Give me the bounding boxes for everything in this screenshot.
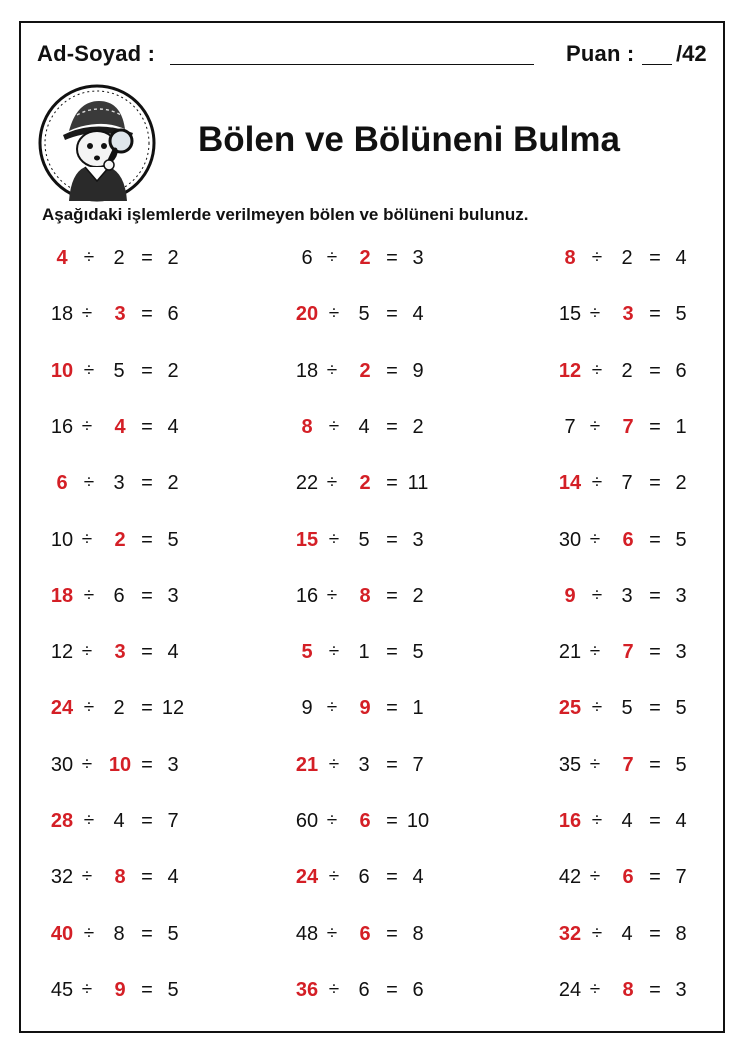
division-problem <box>45 637 225 667</box>
divide-sign: ÷ <box>328 641 340 663</box>
given-number: 21 <box>558 641 582 664</box>
divide-sign: ÷ <box>83 810 95 831</box>
quotient-number: 9 <box>412 359 424 382</box>
instructions: Aşağıdaki işlemlerde verilmeyen bölen ve bölüneni bulunuz. <box>42 205 529 224</box>
quotient-number: 6 <box>675 359 687 382</box>
given-number: 7 <box>564 415 576 438</box>
division-problem <box>45 862 225 892</box>
given-number: 3 <box>358 753 370 776</box>
division-problem <box>553 693 733 723</box>
divide-sign: ÷ <box>591 584 603 606</box>
equals-sign: = <box>141 753 153 776</box>
answer-number: 40 <box>50 922 74 945</box>
divide-sign: ÷ <box>328 528 340 550</box>
given-number: 48 <box>295 922 319 945</box>
equals-sign: = <box>386 810 398 832</box>
divide-sign: ÷ <box>591 697 603 719</box>
equals-sign: = <box>386 359 398 382</box>
answer-number: 9 <box>564 584 576 607</box>
quotient-number: 2 <box>167 247 179 269</box>
given-number: 6 <box>358 866 370 889</box>
quotient-number: 6 <box>412 978 424 1001</box>
divide-sign: ÷ <box>83 359 95 381</box>
problem-row <box>0 299 750 329</box>
given-number: 6 <box>113 584 125 607</box>
equals-sign: = <box>649 303 661 326</box>
divide-sign: ÷ <box>326 922 338 944</box>
division-problem <box>553 750 733 780</box>
divide-sign: ÷ <box>591 359 603 381</box>
divide-sign: ÷ <box>81 641 93 663</box>
divide-sign: ÷ <box>326 472 338 494</box>
answer-number: 6 <box>359 810 371 832</box>
answer-number: 6 <box>622 866 634 889</box>
quotient-number: 8 <box>675 922 687 945</box>
answer-number: 28 <box>50 810 74 832</box>
given-number: 6 <box>301 247 313 269</box>
divide-sign: ÷ <box>326 359 338 381</box>
divide-sign: ÷ <box>83 247 95 268</box>
equals-sign: = <box>141 415 153 438</box>
given-number: 16 <box>50 415 74 438</box>
equals-sign: = <box>141 697 153 720</box>
equals-sign: = <box>649 584 661 607</box>
division-problem <box>553 919 733 949</box>
quotient-number: 8 <box>412 922 424 945</box>
quotient-number: 3 <box>167 584 179 607</box>
answer-number: 8 <box>622 978 634 1001</box>
equals-sign: = <box>141 359 153 382</box>
equals-sign: = <box>649 528 661 551</box>
divide-sign: ÷ <box>83 584 95 606</box>
divide-sign: ÷ <box>81 978 93 1000</box>
equals-sign: = <box>141 528 153 551</box>
divide-sign: ÷ <box>328 303 340 325</box>
division-problem <box>290 919 470 949</box>
answer-number: 8 <box>564 247 576 269</box>
problem-row <box>0 975 750 1005</box>
quotient-number: 7 <box>675 866 687 889</box>
divide-sign: ÷ <box>83 472 95 494</box>
division-problem <box>553 468 733 498</box>
quotient-number: 1 <box>675 415 687 438</box>
given-number: 2 <box>621 247 633 269</box>
equals-sign: = <box>386 978 398 1001</box>
quotient-number: 3 <box>675 584 687 607</box>
given-number: 2 <box>621 359 633 382</box>
quotient-number: 5 <box>675 528 687 551</box>
divide-sign: ÷ <box>326 247 338 268</box>
problem-row <box>0 919 750 949</box>
division-problem <box>553 975 733 1005</box>
quotient-number: 4 <box>167 641 179 664</box>
divide-sign: ÷ <box>326 810 338 831</box>
answer-number: 25 <box>558 697 582 720</box>
division-problem <box>553 412 733 442</box>
equals-sign: = <box>649 697 661 720</box>
equals-sign: = <box>386 753 398 776</box>
equals-sign: = <box>141 978 153 1001</box>
quotient-number: 4 <box>167 866 179 889</box>
given-number: 9 <box>301 697 313 720</box>
equals-sign: = <box>649 472 661 495</box>
quotient-number: 3 <box>412 247 424 269</box>
divide-sign: ÷ <box>589 641 601 663</box>
divide-sign: ÷ <box>591 472 603 494</box>
division-problem <box>45 468 225 498</box>
division-problem <box>290 581 470 611</box>
given-number: 3 <box>621 584 633 607</box>
answer-number: 4 <box>56 247 68 269</box>
quotient-number: 1 <box>412 697 424 720</box>
given-number: 5 <box>621 697 633 720</box>
division-problem <box>290 637 470 667</box>
divide-sign: ÷ <box>81 528 93 550</box>
problem-row <box>0 806 750 836</box>
equals-sign: = <box>386 922 398 945</box>
quotient-number: 5 <box>412 641 424 664</box>
answer-number: 32 <box>558 922 582 945</box>
quotient-number: 3 <box>412 528 424 551</box>
quotient-number: 2 <box>675 472 687 495</box>
quotient-number: 10 <box>406 810 430 832</box>
quotient-number: 3 <box>167 753 179 776</box>
equals-sign: = <box>649 922 661 945</box>
name-line <box>170 64 534 65</box>
answer-number: 2 <box>359 472 371 495</box>
quotient-number: 4 <box>167 415 179 438</box>
divide-sign: ÷ <box>326 584 338 606</box>
given-number: 5 <box>358 303 370 326</box>
equals-sign: = <box>386 303 398 326</box>
equals-sign: = <box>386 528 398 551</box>
equals-sign: = <box>141 303 153 326</box>
divide-sign: ÷ <box>81 415 93 437</box>
divide-sign: ÷ <box>328 978 340 1000</box>
division-problem <box>45 299 225 329</box>
given-number: 2 <box>113 247 125 269</box>
division-problem <box>45 750 225 780</box>
answer-number: 8 <box>301 415 313 438</box>
equals-sign: = <box>649 810 661 832</box>
answer-number: 36 <box>295 978 319 1001</box>
equals-sign: = <box>649 866 661 889</box>
division-problem <box>553 806 733 836</box>
quotient-number: 5 <box>167 528 179 551</box>
problem-row <box>0 468 750 498</box>
divide-sign: ÷ <box>328 753 340 775</box>
answer-number: 2 <box>359 359 371 382</box>
answer-number: 4 <box>114 415 126 438</box>
given-number: 3 <box>113 472 125 495</box>
answer-number: 6 <box>622 528 634 551</box>
division-problem <box>290 862 470 892</box>
answer-number: 14 <box>558 472 582 495</box>
division-problem <box>553 581 733 611</box>
quotient-number: 12 <box>161 697 185 720</box>
quotient-number: 5 <box>167 978 179 1001</box>
answer-number: 24 <box>295 866 319 889</box>
given-number: 24 <box>558 978 582 1001</box>
quotient-number: 5 <box>167 922 179 945</box>
equals-sign: = <box>386 247 398 269</box>
division-problem <box>45 806 225 836</box>
quotient-number: 3 <box>675 978 687 1001</box>
answer-number: 15 <box>295 528 319 551</box>
equals-sign: = <box>649 247 661 269</box>
division-problem <box>45 975 225 1005</box>
answer-number: 9 <box>114 978 126 1001</box>
given-number: 15 <box>558 303 582 326</box>
given-number: 42 <box>558 866 582 889</box>
divide-sign: ÷ <box>81 753 93 775</box>
quotient-number: 4 <box>412 303 424 326</box>
equals-sign: = <box>141 866 153 889</box>
division-problem <box>290 243 470 273</box>
division-problem <box>553 862 733 892</box>
quotient-number: 3 <box>675 641 687 664</box>
division-problem <box>553 243 733 273</box>
quotient-number: 5 <box>675 753 687 776</box>
problem-row <box>0 581 750 611</box>
given-number: 60 <box>295 810 319 832</box>
division-problem <box>45 356 225 386</box>
divide-sign: ÷ <box>589 415 601 437</box>
division-problem <box>290 299 470 329</box>
given-number: 30 <box>50 753 74 776</box>
problem-row <box>0 525 750 555</box>
equals-sign: = <box>649 753 661 776</box>
answer-number: 12 <box>558 359 582 382</box>
score-line <box>642 64 672 65</box>
answer-number: 3 <box>622 303 634 326</box>
divide-sign: ÷ <box>328 415 340 437</box>
given-number: 18 <box>295 359 319 382</box>
equals-sign: = <box>386 584 398 607</box>
equals-sign: = <box>141 922 153 945</box>
equals-sign: = <box>649 641 661 664</box>
given-number: 5 <box>113 359 125 382</box>
problem-row <box>0 356 750 386</box>
equals-sign: = <box>141 584 153 607</box>
divide-sign: ÷ <box>589 528 601 550</box>
equals-sign: = <box>386 641 398 664</box>
divide-sign: ÷ <box>589 303 601 325</box>
given-number: 30 <box>558 528 582 551</box>
given-number: 4 <box>358 415 370 438</box>
quotient-number: 5 <box>675 303 687 326</box>
answer-number: 8 <box>359 584 371 607</box>
answer-number: 20 <box>295 303 319 326</box>
answer-number: 5 <box>301 641 313 664</box>
division-problem <box>290 525 470 555</box>
division-problem <box>553 299 733 329</box>
given-number: 32 <box>50 866 74 889</box>
given-number: 45 <box>50 978 74 1001</box>
divide-sign: ÷ <box>589 978 601 1000</box>
answer-number: 10 <box>50 359 74 382</box>
division-problem <box>45 243 225 273</box>
divide-sign: ÷ <box>81 866 93 888</box>
equals-sign: = <box>649 978 661 1001</box>
problem-row <box>0 243 750 273</box>
division-problem <box>45 919 225 949</box>
divide-sign: ÷ <box>591 810 603 831</box>
quotient-number: 2 <box>412 584 424 607</box>
problem-row <box>0 862 750 892</box>
given-number: 10 <box>50 528 74 551</box>
answer-number: 3 <box>114 641 126 664</box>
answer-number: 6 <box>359 922 371 945</box>
equals-sign: = <box>386 866 398 889</box>
division-problem <box>45 412 225 442</box>
problem-row <box>0 750 750 780</box>
answer-number: 7 <box>622 641 634 664</box>
answer-number: 8 <box>114 866 126 889</box>
division-problem <box>290 750 470 780</box>
divide-sign: ÷ <box>81 303 93 325</box>
page-title: Bölen ve Bölüneni Bulma <box>198 120 620 159</box>
quotient-number: 7 <box>167 810 179 832</box>
given-number: 4 <box>113 810 125 832</box>
divide-sign: ÷ <box>83 922 95 944</box>
answer-number: 21 <box>295 753 319 776</box>
answer-number: 7 <box>622 753 634 776</box>
division-problem <box>553 637 733 667</box>
division-problem <box>290 356 470 386</box>
given-number: 2 <box>113 697 125 720</box>
answer-number: 9 <box>359 697 371 720</box>
given-number: 4 <box>621 810 633 832</box>
division-problem <box>553 525 733 555</box>
division-problem <box>45 525 225 555</box>
division-problem <box>290 806 470 836</box>
name-label: Ad-Soyad : <box>37 41 156 66</box>
answer-number: 3 <box>114 303 126 326</box>
quotient-number: 2 <box>412 415 424 438</box>
equals-sign: = <box>386 697 398 720</box>
answer-number: 18 <box>50 584 74 607</box>
quotient-number: 2 <box>167 472 179 495</box>
answer-number: 2 <box>359 247 371 269</box>
score-label: Puan : <box>566 41 635 66</box>
answer-number: 16 <box>558 810 582 832</box>
equals-sign: = <box>649 415 661 438</box>
quotient-number: 7 <box>412 753 424 776</box>
equals-sign: = <box>386 472 398 495</box>
division-problem <box>45 693 225 723</box>
divide-sign: ÷ <box>83 697 95 719</box>
answer-number: 24 <box>50 697 74 720</box>
equals-sign: = <box>141 247 153 269</box>
divide-sign: ÷ <box>326 697 338 719</box>
divide-sign: ÷ <box>591 247 603 268</box>
detective-boy-with-magnifier-icon <box>37 83 157 203</box>
quotient-number: 4 <box>412 866 424 889</box>
divide-sign: ÷ <box>589 753 601 775</box>
given-number: 1 <box>358 641 370 664</box>
problem-row <box>0 412 750 442</box>
equals-sign: = <box>141 472 153 495</box>
answer-number: 6 <box>56 472 68 495</box>
division-problem <box>290 412 470 442</box>
given-number: 5 <box>358 528 370 551</box>
problem-row <box>0 637 750 667</box>
quotient-number: 2 <box>167 359 179 382</box>
given-number: 22 <box>295 472 319 495</box>
given-number: 35 <box>558 753 582 776</box>
problem-row <box>0 693 750 723</box>
given-number: 7 <box>621 472 633 495</box>
given-number: 16 <box>295 584 319 607</box>
given-number: 12 <box>50 641 74 664</box>
divide-sign: ÷ <box>328 866 340 888</box>
division-problem <box>290 975 470 1005</box>
divide-sign: ÷ <box>589 866 601 888</box>
division-problem <box>45 581 225 611</box>
quotient-number: 4 <box>675 810 687 832</box>
quotient-number: 11 <box>407 472 429 495</box>
quotient-number: 4 <box>675 247 687 269</box>
equals-sign: = <box>649 359 661 382</box>
quotient-number: 5 <box>675 697 687 720</box>
equals-sign: = <box>141 641 153 664</box>
quotient-number: 6 <box>167 303 179 326</box>
answer-number: 10 <box>108 753 132 776</box>
answer-number: 7 <box>622 415 634 438</box>
divide-sign: ÷ <box>591 922 603 944</box>
equals-sign: = <box>141 810 153 832</box>
given-number: 6 <box>358 978 370 1001</box>
equals-sign: = <box>386 415 398 438</box>
division-problem <box>553 356 733 386</box>
given-number: 4 <box>621 922 633 945</box>
given-number: 18 <box>50 303 74 326</box>
division-problem <box>290 468 470 498</box>
score-total: /42 <box>676 41 707 66</box>
given-number: 8 <box>113 922 125 945</box>
division-problem <box>290 693 470 723</box>
answer-number: 2 <box>114 528 126 551</box>
